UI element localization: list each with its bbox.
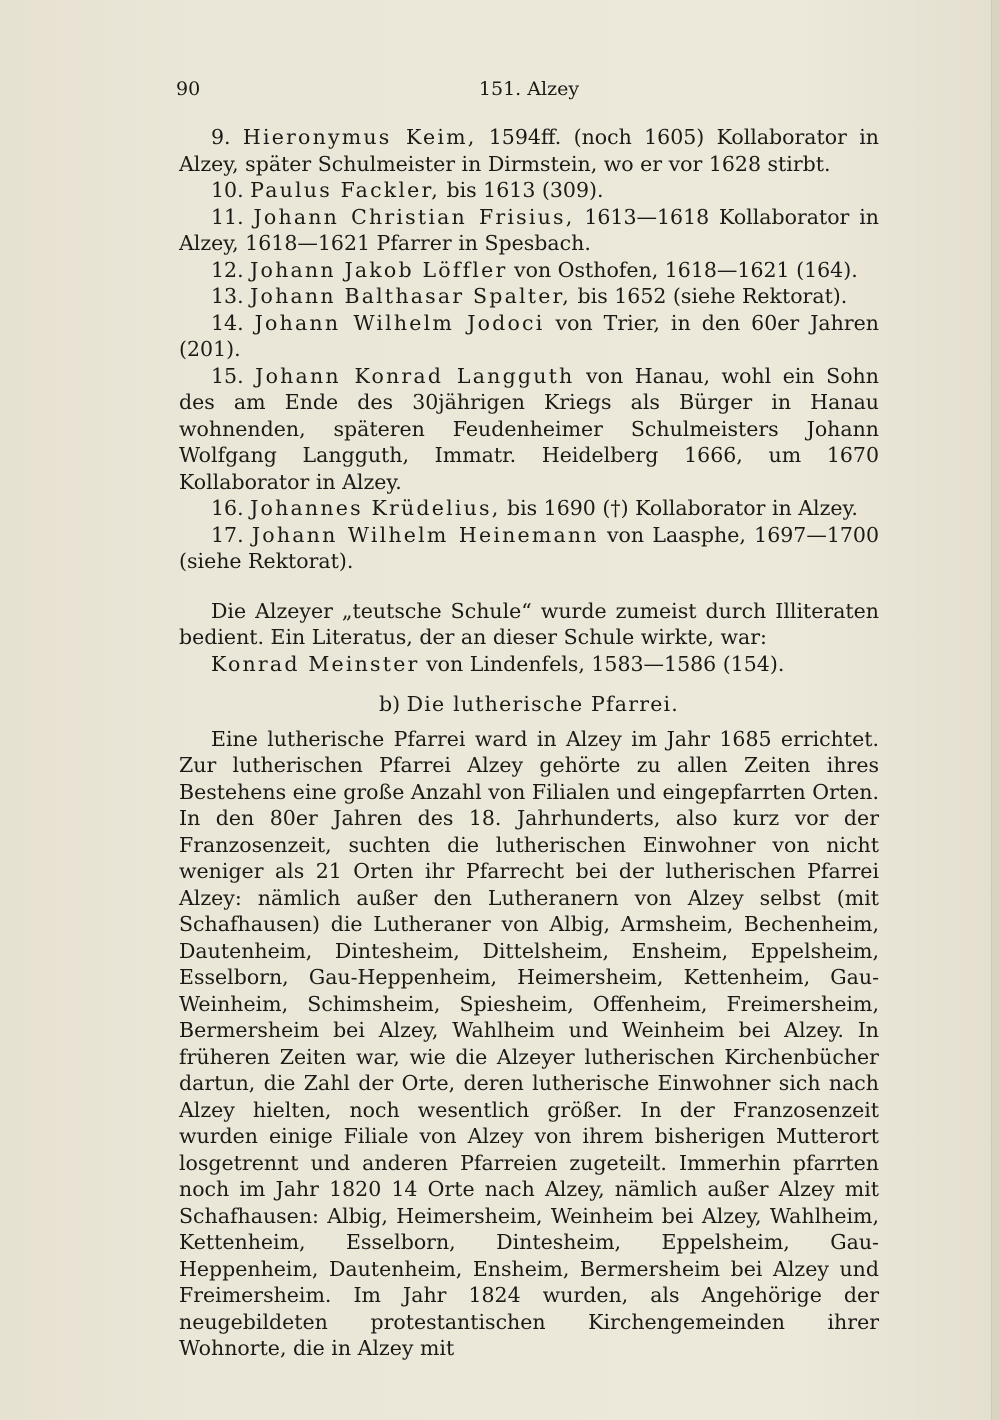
- person-name: Johann Balthasar Spalter,: [250, 284, 571, 308]
- item-number: 17.: [211, 522, 244, 547]
- lutheran-parish-paragraph: Eine lutherische Pfarrei ward in Alzey im Jahr 1685 errichtet. Zur lutherischen Pfarrei Alzey gehörte zu allen Zeiten ihres Bestehens eine große Anzahl von Filialen und eingepfarrten Orten. In den 80er Jahren des 18. Jahrhunderts, also kurz vor der Franzosenzeit, suchten die lutherischen Einwohner von nicht weniger als 21 Orten ihr Pfarrecht bei der lutherischen Pfarrei Alzey: nämlich außer den Lutheranern von Alzey selbst (mit Schafhausen) die Lutheraner von Albig, Armsheim, Bechenheim, Dautenheim, Dintesheim, Dittelsheim, Ensheim, Eppelsheim, Esselborn, Gau-Heppenheim, Heimersheim, Kettenheim, Gau-Weinheim, Schimsheim, Spiesheim, Offenheim, Freimersheim, Bermersheim bei Alzey, Wahlheim und Weinheim bei Alzey. In früheren Zeiten war, wie die Alzeyer lutherischen Kirchenbücher dartun, die Zahl der Orte, deren lutherische Einwohner sich nach Alzey hielten, noch wesentlich größer. In der Franzosenzeit wurden einige Filiale von Alzey von ihrem bisherigen Mutterort losgetrennt und anderen Pfarreien zugeteilt. Immerhin pfarrten noch im Jahr 1820 14 Orte nach Alzey, nämlich außer Alzey mit Schafhausen: Albig, Heimersheim, Weinheim bei Alzey, Wahlheim, Kettenheim, Esselborn, Dintesheim, Eppelsheim, Gau-Heppenheim, Dautenheim, Ensheim, Bermersheim bei Alzey und Freimersheim. Im Jahr 1824 wurden, als Angehörige der neugebildeten protestantischen Kirchengemeinden ihrer Wohnorte, die in Alzey mit: [179, 726, 879, 1360]
- person-name: Johann Jakob Löffler: [250, 257, 508, 282]
- person-name: Konrad Meinster: [211, 651, 420, 676]
- section-heading: [179, 691, 879, 718]
- section-letter: b): [378, 692, 401, 716]
- list-item: [179, 522, 879, 575]
- person-name: Johann Christian Frisius,: [253, 204, 575, 229]
- person-name: Johann Wilhelm Jodoci: [254, 310, 545, 335]
- item-text: bis 1652 (siehe Rektorat).: [571, 284, 848, 308]
- list-item: [179, 495, 879, 522]
- list-item: [179, 310, 879, 363]
- page-content: [179, 124, 879, 1362]
- list-item: [179, 124, 879, 177]
- item-number: 16.: [211, 496, 244, 520]
- section-title: Die lutherische Pfarrei.: [406, 692, 680, 716]
- item-number: 12.: [211, 257, 244, 282]
- item-text: 1594ff. (noch 1605) Kollaborator in Alzey, später Schulmeister in Dirmstein, wo er vor 1628 stirbt.: [179, 125, 879, 176]
- running-header: [176, 78, 882, 102]
- list-item: [179, 177, 879, 204]
- person-name: Johannes Krüdelius,: [250, 496, 501, 520]
- page-number: 90: [176, 78, 201, 100]
- person-name: Hieronymus Keim,: [242, 125, 477, 149]
- german-school-section: [179, 598, 879, 678]
- person-name: Johann Konrad Langguth: [255, 363, 575, 388]
- item-text: von Osthofen, 1618—1621 (164).: [507, 257, 858, 282]
- item-number: 11.: [211, 204, 244, 229]
- item-text: von Laasphe, 1697—1700 (siehe Rektorat).: [179, 522, 879, 573]
- item-number: 15.: [211, 363, 244, 388]
- item-text: bis 1690 (†) Kollaborator in Alzey.: [500, 496, 858, 520]
- item-text: bis 1613 (309).: [439, 178, 604, 202]
- list-item: [179, 283, 879, 310]
- item-number: 14.: [211, 310, 244, 335]
- person-name: Paulus Fackler,: [250, 178, 440, 202]
- item-text: 1613—1618 Kollaborator in Alzey, 1618—1621 Pfarrer in Spesbach.: [179, 204, 879, 255]
- collaborator-list: [179, 124, 879, 575]
- literatus-entry: [179, 651, 879, 678]
- page-edge: [991, 0, 1000, 1420]
- item-text: von Hanau, wohl ein Sohn des am Ende des 30jährigen Kriegs als Bürger in Hanau wohnenden, späteren Feudenheimer Schulmeisters Johann Wolfgang Langguth, Immatr. Heidelberg 1666, um 1670 Kollaborator in Alzey.: [179, 363, 879, 494]
- list-item: [179, 257, 879, 284]
- german-school-paragraph: Die Alzeyer „teutsche Schule“ wurde zumeist durch Illiteraten bedient. Ein Literatus, der an dieser Schule wirkte, war:: [179, 598, 879, 649]
- item-number: 13.: [211, 284, 244, 308]
- person-name: Johann Wilhelm Heinemann: [251, 522, 599, 547]
- list-item: [179, 363, 879, 496]
- item-number: 10.: [211, 178, 244, 202]
- list-item: [179, 204, 879, 257]
- item-text: von Lindenfels, 1583—1586 (154).: [419, 651, 785, 676]
- item-number: 9.: [211, 125, 231, 149]
- item-text: von Trier, in den 60er Jahren (201).: [179, 310, 879, 361]
- running-title: 151. Alzey: [478, 78, 580, 100]
